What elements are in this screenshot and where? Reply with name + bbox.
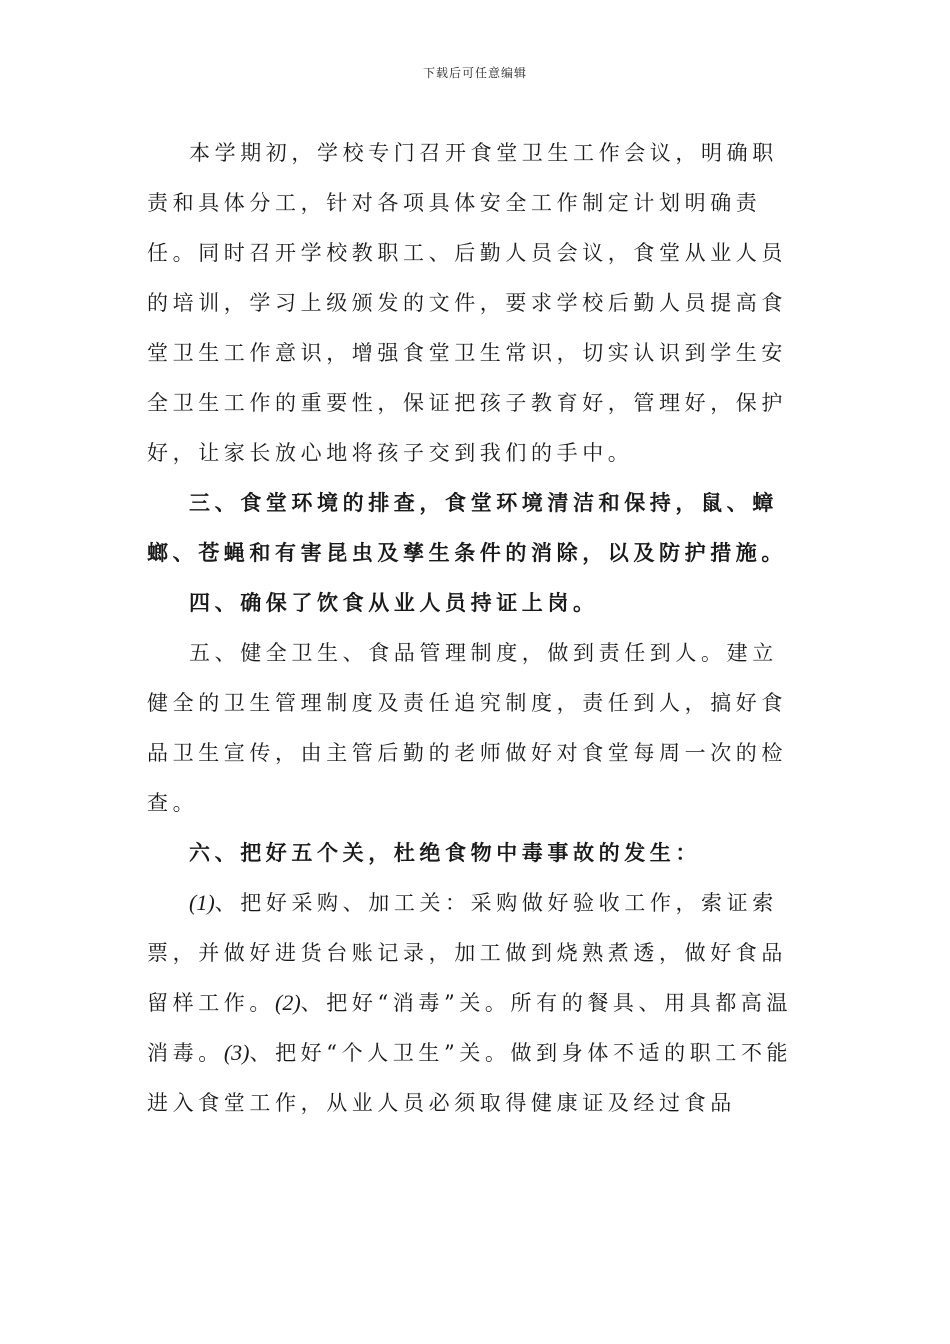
paragraph-meeting: 本学期初，学校专门召开食堂卫生工作会议，明确职责和具体分工，针对各项具体安全工作制定计划明确责任。同时召开学校教职工、后勤人员会议，食堂从业人员的培训，学习上级颁发的文件，要求学校后勤人员提高食堂卫生工作意识，增强食堂卫生常识，切实认识到学生安全卫生工作的重要性，保证把孩子教育好，管理好，保护好，让家长放心地将孩子交到我们的手中。 — [147, 141, 787, 465]
paragraph-management-system: 五、健全卫生、食品管理制度，做到责任到人。建立健全的卫生管理制度及责任追究制度，责任到人，搞好食品卫生宣传，由主管后勤的老师做好对食堂每周一次的检查。 — [147, 641, 787, 815]
item-number: (3) — [223, 1040, 250, 1065]
paragraph-environment: 三、食堂环境的排查，食堂环境清洁和保持，鼠、蟑螂、苍蝇和有害昆虫及孳生条件的消除，以及防护措施。 — [147, 490, 787, 565]
item-text: 、把好采购、加工关：采购做好验收工作，索证索票，并做好进货台账记录，加工做到烧熟煮透，做好食品留样工作。 — [147, 891, 787, 1015]
item-number: (2) — [275, 990, 301, 1015]
item-text: 、把好“消毒”关。所有的餐具、用具都高温消毒。 — [147, 991, 793, 1065]
item-text: 、把好“个人卫生”关。做到身体不适的职工不能进入食堂工作，从业人员必须取得健康证及经过食品 — [147, 1041, 793, 1115]
page-header-note: 下载后可任意编辑 — [422, 66, 527, 80]
paragraph-five-checkpoints-detail — [147, 878, 797, 1128]
paragraph-five-checkpoints-heading: 六、把好五个关，杜绝食物中毒事故的发生： — [189, 840, 701, 865]
item-number: (1) — [189, 890, 215, 915]
paragraph-certification: 四、确保了饮食从业人员持证上岗。 — [189, 590, 599, 615]
document-body — [147, 128, 797, 1128]
